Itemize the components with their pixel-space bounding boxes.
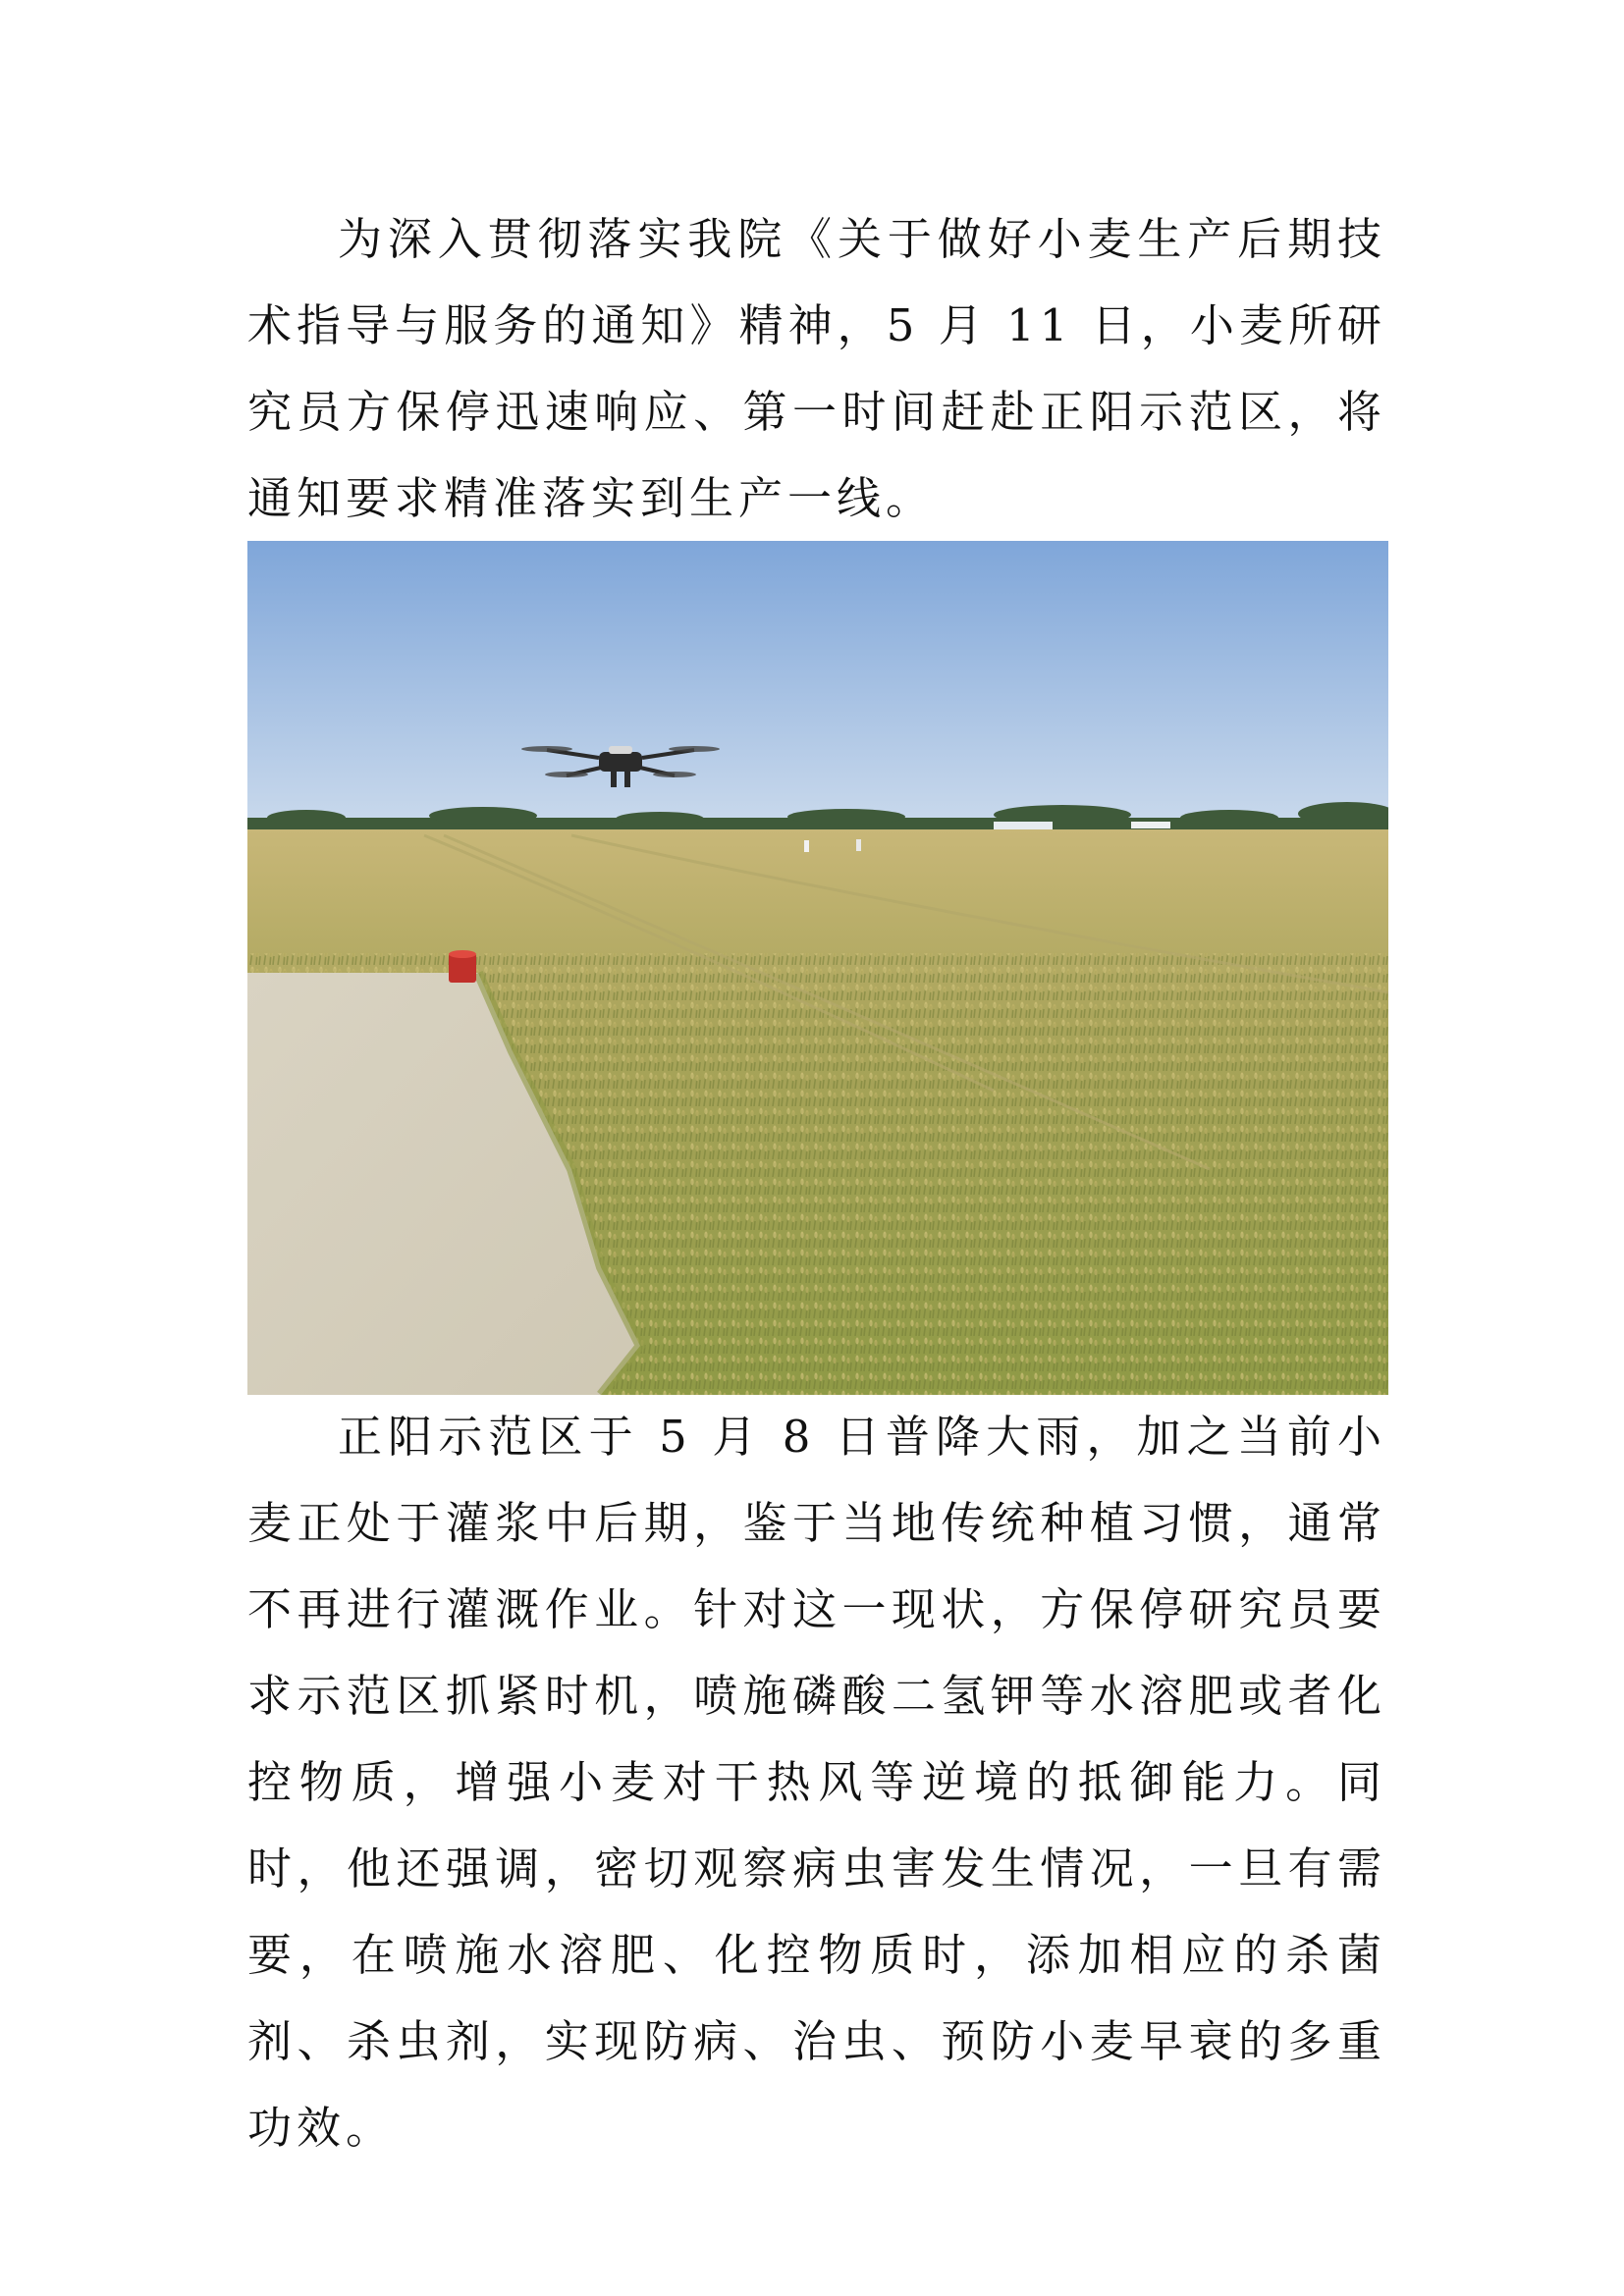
paragraph-details: 正阳示范区于 5 月 8 日普降大雨，加之当前小麦正处于灌浆中后期，鉴于当地传统种植习惯，通常不再进行灌溉作业。针对这一现状，方保停研究员要求示范区抓紧时机，喷施磷酸二氢钾等水溶肥或者化控物质，增强小麦对干热风等逆境的抵御能力。同时，他还强调，密切观察病虫害发生情况，一旦有需要，在喷施水溶肥、化控物质时，添加相应的杀菌剂、杀虫剂，实现防病、治虫、预防小麦早衰的多重功效。 [247, 1411, 1386, 2154]
sky [247, 541, 1388, 826]
wheat-field-drone-image [247, 541, 1388, 1395]
red-bucket [449, 950, 476, 983]
person [804, 840, 809, 852]
paragraph-intro: 为深入贯彻落实我院《关于做好小麦生产后期技术指导与服务的通知》精神，5 月 11 日，小麦所研究员方保停迅速响应、第一时间赶赴正阳示范区，将通知要求精准落实到生产一线。 [247, 213, 1386, 524]
field-photo [247, 541, 1388, 1395]
